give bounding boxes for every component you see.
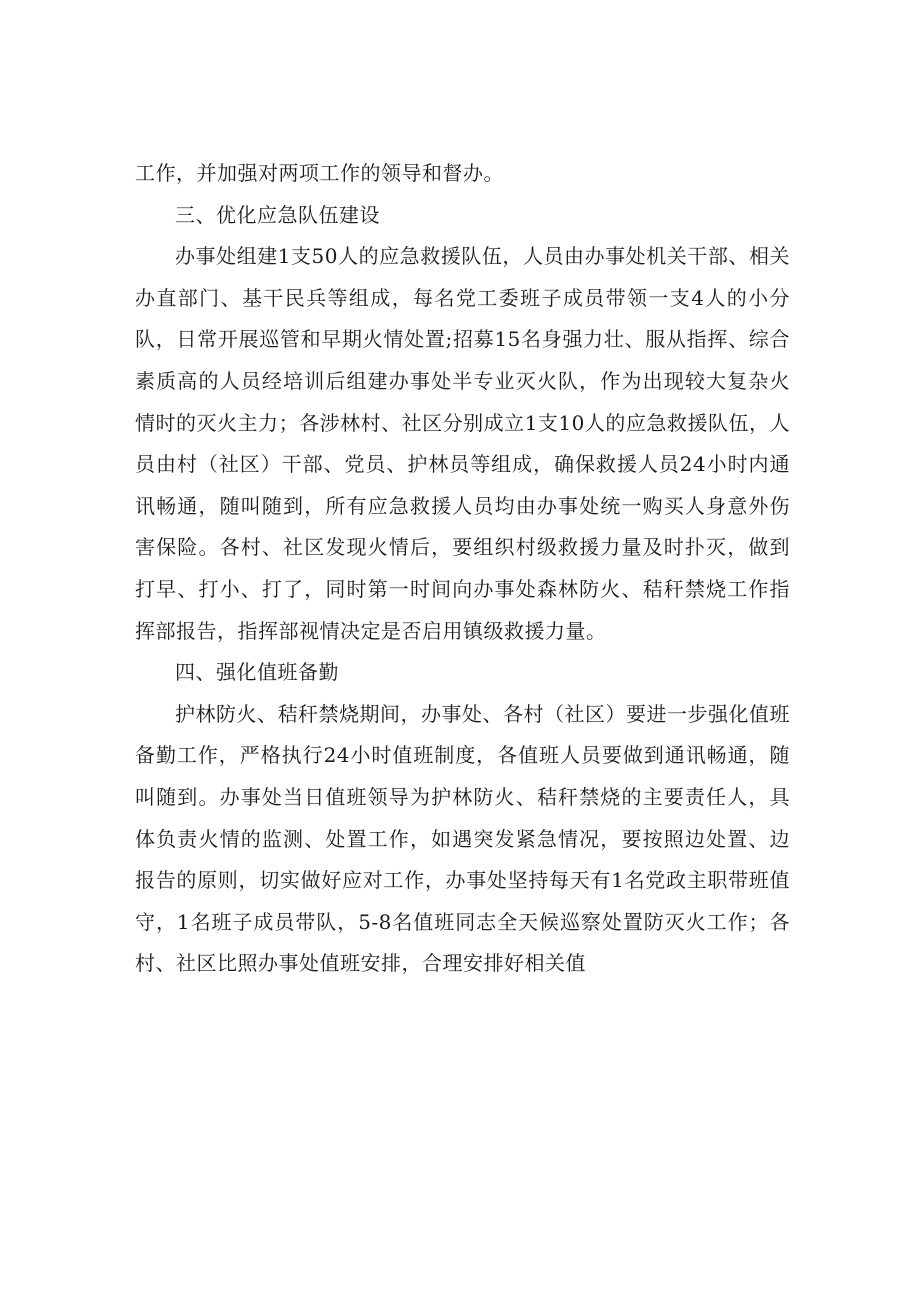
body-paragraph-emergency-team: 办事处组建1支50人的应急救援队伍，人员由办事处机关干部、相关办直部门、基干民兵等组成，每名党工委班子成员带领一支4人的小分队，日常开展巡管和早期火情处置;招募15名身强力壮、服从指挥、综合素质高的人员经培训后组建办事处半专业灭火队，作为出现较大复杂火情时的灭火主力；各涉林村、社区分别成立1支10人的应急救援队伍，人员由村（社区）干部、党员、护林员等组成，确保救援人员24小时内通讯畅通，随叫随到，所有应急救援人员均由办事处统一购买人身意外伤害保险。各村、社区发现火情后，要组织村级救援力量及时扑灭，做到打早、打小、打了，同时第一时间向办事处森林防火、秸秆禁烧工作指挥部报告，指挥部视情决定是否启用镇级救援力量。 <box>135 244 790 643</box>
section-heading-3: 三、优化应急队伍建设 <box>175 202 380 227</box>
body-paragraph-duty-standby: 护林防火、秸秆禁烧期间，办事处、各村（社区）要进一步强化值班备勤工作，严格执行24小时值班制度，各值班人员要做到通讯畅通，随叫随到。办事处当日值班领导为护林防火、秸秆禁烧的主要责任人，具体负责火情的监测、处置工作，如遇突发紧急情况，要按照边处置、边报告的原则，切实做好应对工作，办事处坚持每天有1名党政主职带班值守，1名班子成员带队，5-8名值班同志全天候巡察处置防灭火工作；各村、社区比照办事处值班安排，合理安排好相关值 <box>135 701 790 976</box>
continuation-paragraph: 工作，并加强对两项工作的领导和督办。 <box>135 161 504 185</box>
section-heading-4: 四、强化值班备勤 <box>175 660 339 685</box>
document-body <box>135 153 790 985</box>
